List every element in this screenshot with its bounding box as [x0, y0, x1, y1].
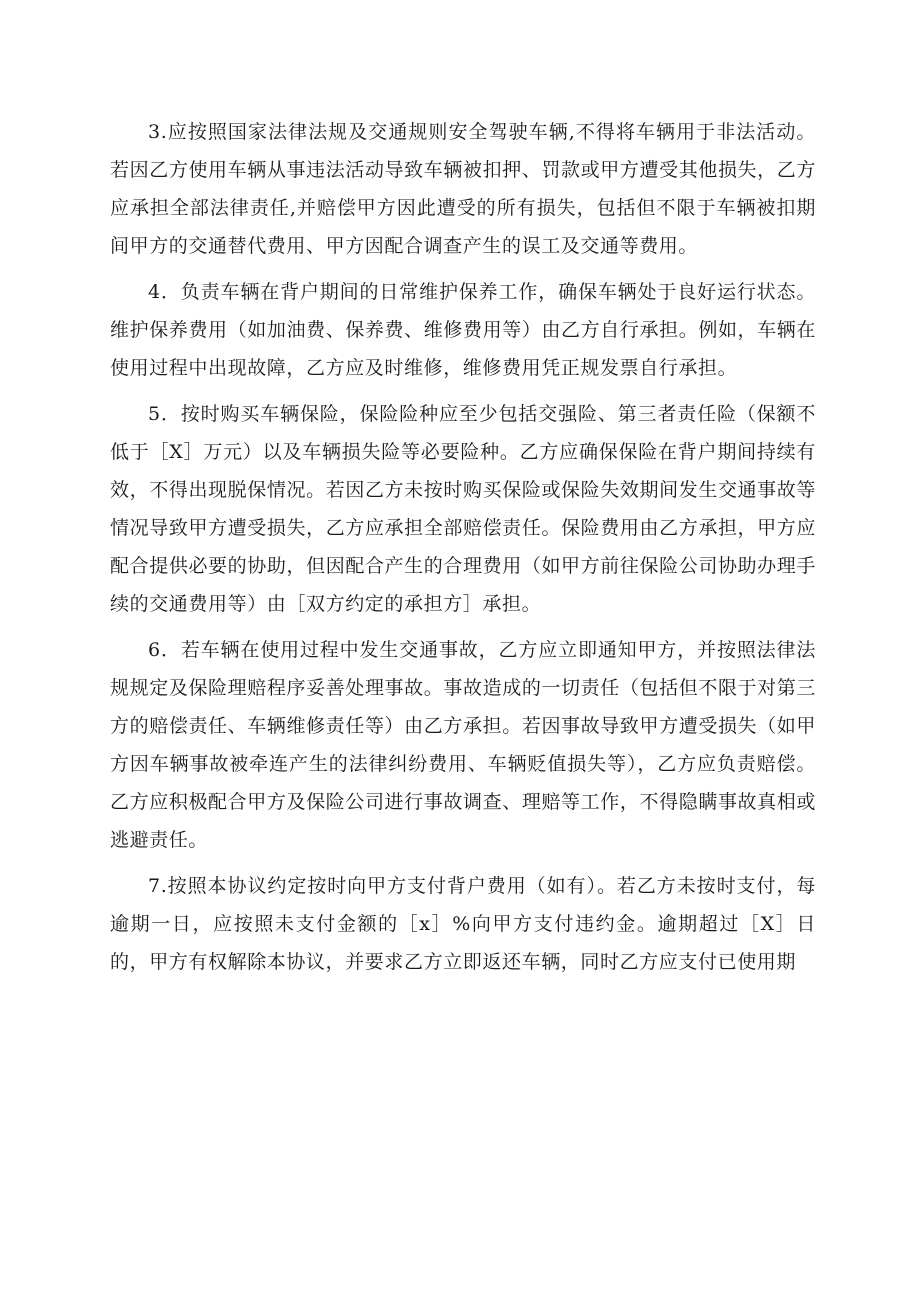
- clause-6-paragraph: 6．若车辆在使用过程中发生交通事故，乙方应立即通知甲方，并按照法律法规规定及保险理赔程序妥善处理事故。事故造成的一切责任（包括但不限于对第三方的赔偿责任、车辆维修责任等）由乙方承担。若因事故导致甲方遭受损失（如甲方因车辆事故被牵连产生的法律纠纷费用、车辆贬值损失等），乙方应负责赔偿。乙方应积极配合甲方及保险公司进行事故调查、理赔等工作，不得隐瞒事故真相或逃避责任。: [110, 639, 816, 851]
- document-body: [110, 113, 816, 989]
- clause-5-paragraph: 5．按时购买车辆保险，保险险种应至少包括交强险、第三者责任险（保额不低于［X］万元）以及车辆损失险等必要险种。乙方应确保保险在背户期间持续有效，不得出现脱保情况。若因乙方未按时购买保险或保险失效期间发生交通事故等情况导致甲方遭受损失，乙方应承担全部赔偿责任。保险费用由乙方承担，甲方应配合提供必要的协助，但因配合产生的合理费用（如甲方前往保险公司协助办理手续的交通费用等）由［双方约定的承担方］承担。: [110, 403, 816, 615]
- clause-4-paragraph: 4．负责车辆在背户期间的日常维护保养工作，确保车辆处于良好运行状态。维护保养费用（如加油费、保养费、维修费用等）由乙方自行承担。例如，车辆在使用过程中出现故障，乙方应及时维修，维修费用凭正规发票自行承担。: [110, 281, 816, 379]
- clause-3-paragraph: 3.应按照国家法律法规及交通规则安全驾驶车辆,不得将车辆用于非法活动。若因乙方使用车辆从事违法活动导致车辆被扣押、罚款或甲方遭受其他损失，乙方应承担全部法律责任,并赔偿甲方因此遭受的所有损失，包括但不限于车辆被扣期间甲方的交通替代费用、甲方因配合调查产生的误工及交通等费用。: [110, 121, 816, 257]
- clause-7-paragraph: 7.按照本协议约定按时向甲方支付背户费用（如有）。若乙方未按时支付，每逾期一日，应按照未支付金额的［x］%向甲方支付违约金。逾期超过［X］日的，甲方有权解除本协议，并要求乙方立即返还车辆，同时乙方应支付已使用期: [110, 875, 816, 973]
